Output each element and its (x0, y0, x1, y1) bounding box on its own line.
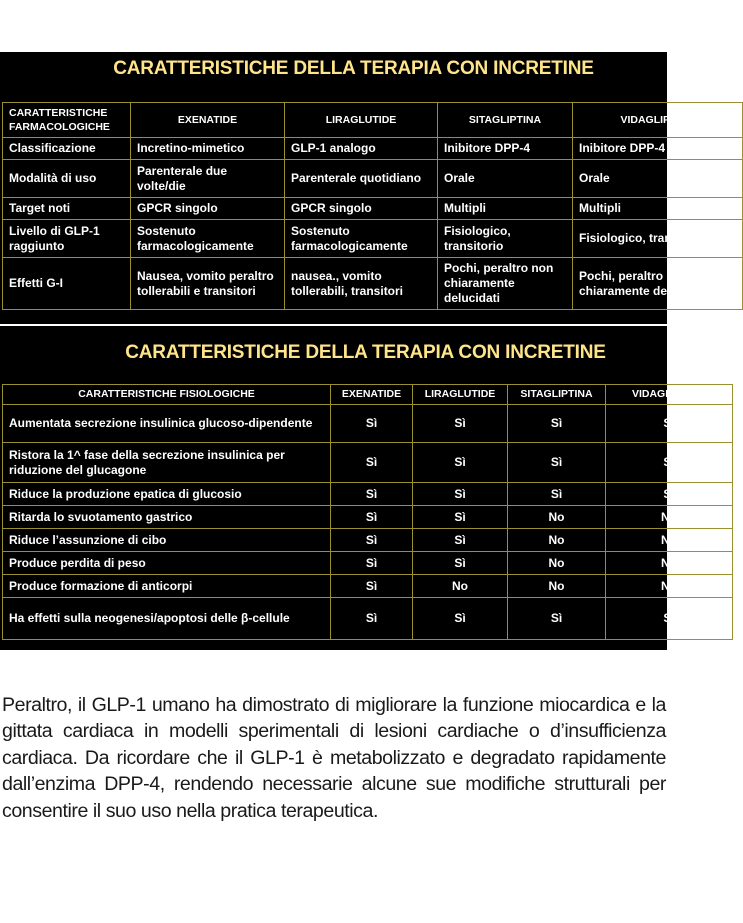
table-cell: Orale (573, 160, 743, 198)
row-label: Produce perdita di peso (3, 552, 331, 575)
table-cell: Sì (413, 405, 508, 443)
table-cell: Sì (606, 405, 733, 443)
table-cell: Sì (413, 598, 508, 640)
physiological-table (2, 384, 733, 640)
table-cell: Pochi, peraltro non chiaramente delucidati (438, 258, 573, 310)
row-label: Produce formazione di anticorpi (3, 575, 331, 598)
table-row (3, 220, 743, 258)
table-cell: Sostenuto farmacologicamente (131, 220, 285, 258)
table-cell: GPCR singolo (131, 198, 285, 220)
table-cell: Inibitore DPP-4 (438, 138, 573, 160)
table-cell: No (508, 506, 606, 529)
table-cell: No (508, 529, 606, 552)
table-row (3, 138, 743, 160)
table-row (3, 506, 733, 529)
table-cell: Orale (438, 160, 573, 198)
table-cell: Sì (413, 529, 508, 552)
header-cell: VIDAGLIPTINA (606, 385, 733, 405)
row-label: Riduce la produzione epatica di glucosio (3, 483, 331, 506)
table-row (3, 575, 733, 598)
row-label: Modalità di uso (3, 160, 131, 198)
table-row (3, 405, 733, 443)
table-cell: No (606, 552, 733, 575)
table-cell: Pochi, peraltro non chiaramente delucidati (573, 258, 743, 310)
row-label: Target noti (3, 198, 131, 220)
table-row (3, 483, 733, 506)
table-cell: Sì (606, 443, 733, 483)
table-cell: No (508, 575, 606, 598)
table-cell: Sì (331, 598, 413, 640)
table-cell: Fisiologico, transitorio (573, 220, 743, 258)
table-cell: Sì (508, 443, 606, 483)
table-cell: Sostenuto farmacologicamente (285, 220, 438, 258)
table-cell: Multipli (573, 198, 743, 220)
table-cell: No (606, 529, 733, 552)
row-label: Ha effetti sulla neogenesi/apoptosi delle β-cellule (3, 598, 331, 640)
table-cell: Parenterale quotidiano (285, 160, 438, 198)
physiological-table-panel (0, 326, 707, 650)
table-cell: Sì (508, 598, 606, 640)
table-cell: Sì (413, 443, 508, 483)
table-header-row (3, 103, 743, 138)
pharmacological-table-panel (0, 52, 710, 324)
table2-title: CARATTERISTICHE DELLA TERAPIA CON INCRETINE (125, 342, 606, 363)
table-cell: Sì (331, 529, 413, 552)
header-cell: VIDAGLIPTINA (573, 103, 743, 138)
table-row (3, 160, 743, 198)
table-cell: GLP-1 analogo (285, 138, 438, 160)
header-cell: CARATTERISTICHE FARMACOLOGICHE (3, 103, 131, 138)
table-cell: Parenterale due volte/die (131, 160, 285, 198)
table-cell: No (606, 575, 733, 598)
table1-title: CARATTERISTICHE DELLA TERAPIA CON INCRETINE (113, 58, 594, 79)
table-row (3, 443, 733, 483)
table-row (3, 598, 733, 640)
table-cell: No (413, 575, 508, 598)
table-cell: Sì (508, 483, 606, 506)
header-cell: SITAGLIPTINA (508, 385, 606, 405)
table-row (3, 198, 743, 220)
table-cell: Inibitore DPP-4 (573, 138, 743, 160)
header-cell: SITAGLIPTINA (438, 103, 573, 138)
table-cell: Sì (331, 575, 413, 598)
table-cell: Incretino-mimetico (131, 138, 285, 160)
pharmacological-table (2, 102, 743, 310)
header-cell: LIRAGLUTIDE (413, 385, 508, 405)
table-cell: nausea., vomito tollerabili, transitori (285, 258, 438, 310)
row-label: Riduce l’assunzione di cibo (3, 529, 331, 552)
table-cell: GPCR singolo (285, 198, 438, 220)
row-label: Classificazione (3, 138, 131, 160)
table-cell: Sì (413, 483, 508, 506)
table-cell: Fisiologico, transitorio (438, 220, 573, 258)
table-cell: Sì (508, 405, 606, 443)
table-cell: No (508, 552, 606, 575)
header-cell: EXENATIDE (331, 385, 413, 405)
table-cell: Sì (331, 506, 413, 529)
table-row (3, 552, 733, 575)
row-label: Aumentata secrezione insulinica glucoso-dipendente (3, 405, 331, 443)
table-header-row (3, 385, 733, 405)
table-cell: Multipli (438, 198, 573, 220)
row-label: Ritarda lo svuotamento gastrico (3, 506, 331, 529)
header-cell: CARATTERISTICHE FISIOLOGICHE (3, 385, 331, 405)
table-cell: Sì (331, 552, 413, 575)
table-cell: Nausea, vomito peraltro tollerabili e transitori (131, 258, 285, 310)
table-cell: Sì (413, 552, 508, 575)
table-cell: Sì (606, 483, 733, 506)
table-cell: Sì (331, 483, 413, 506)
body-paragraph: Peraltro, il GLP-1 umano ha dimostrato di migliorare la funzione miocardica e la gittata cardiaca in modelli sperimentali di lesioni cardiache o d’insufficienza cardiaca. Da ricordare che il GLP-1 è metabolizzato e degradato rapidamente dall’enzima DPP-4, rendendo necessarie alcune sue modifiche strutturali per consentire il suo uso nella pratica terapeutica. (2, 693, 666, 822)
header-cell: LIRAGLUTIDE (285, 103, 438, 138)
table-cell: Sì (331, 405, 413, 443)
table-cell: Sì (331, 443, 413, 483)
table-cell: No (606, 506, 733, 529)
table-row (3, 529, 733, 552)
table-cell: Sì (606, 598, 733, 640)
row-label: Effetti G-I (3, 258, 131, 310)
row-label: Ristora la 1^ fase della secrezione insulinica per riduzione del glucagone (3, 443, 331, 483)
table-cell: Sì (413, 506, 508, 529)
table-row (3, 258, 743, 310)
row-label: Livello di GLP-1 raggiunto (3, 220, 131, 258)
header-cell: EXENATIDE (131, 103, 285, 138)
